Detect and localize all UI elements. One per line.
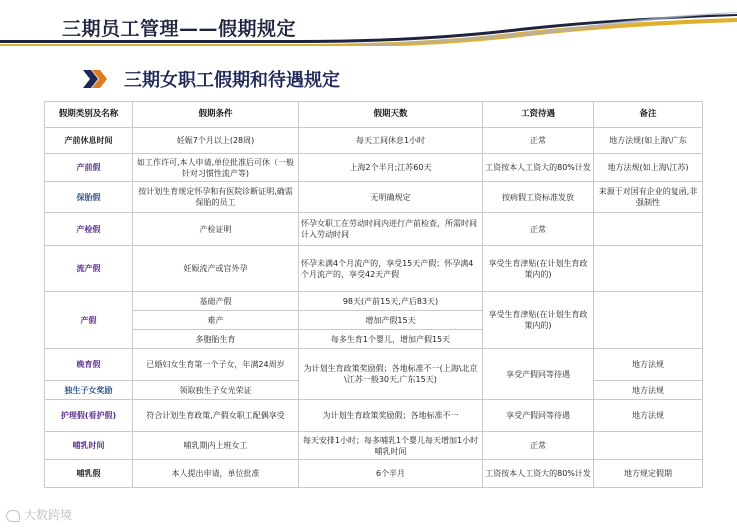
- pay-cell: 工资按本人工资大的80%计发: [483, 460, 594, 488]
- table-row: [45, 182, 703, 213]
- column-header: 备注: [594, 102, 703, 128]
- pay-cell: 正常: [483, 213, 594, 246]
- note-cell: 地方规定假期: [594, 460, 703, 488]
- page-title: 三期员工管理——假期规定: [62, 18, 297, 40]
- note-cell: [594, 292, 703, 349]
- table-row: [45, 213, 703, 246]
- days-cell: 6个半月: [299, 460, 483, 488]
- column-header: 工资待遇: [483, 102, 594, 128]
- note-cell: 地方法规: [594, 381, 703, 400]
- category-cell: 哺乳假: [45, 460, 133, 488]
- days-cell: 每天工间休息1小时: [299, 128, 483, 154]
- condition-cell: 多胞胎生育: [133, 330, 299, 349]
- condition-cell: 妊娠7个月以上(28周): [133, 128, 299, 154]
- leave-policy-table: [44, 101, 703, 488]
- column-header: 假期天数: [299, 102, 483, 128]
- category-cell: 晚育假: [45, 349, 133, 381]
- table-row: [45, 128, 703, 154]
- watermark-text: 大数跨境: [24, 508, 73, 522]
- condition-cell: 本人提出申请，单位批准: [133, 460, 299, 488]
- note-cell: 来源于对国有企业的复函,非强制性: [594, 182, 703, 213]
- pay-cell: 享受生育津贴(在计划生育政策内的): [483, 292, 594, 349]
- pay-cell: 享受产假同等待遇: [483, 400, 594, 432]
- table-row: [45, 460, 703, 488]
- section-title: 三期女职工假期和待遇规定: [124, 70, 340, 91]
- chat-bubble-icon: [6, 510, 20, 522]
- category-cell: 产假: [45, 292, 133, 349]
- note-cell: 地方法规(如上海\江苏): [594, 154, 703, 182]
- days-cell: 为计划生育政策奖励假；各地标准不一: [299, 400, 483, 432]
- pay-cell: 工资按本人工资大的80%计发: [483, 154, 594, 182]
- note-cell: 地方法规: [594, 400, 703, 432]
- days-cell: 怀孕未满4个月流产的，享受15天产假；怀孕满4个月流产的，享受42天产假: [299, 246, 483, 292]
- category-cell: 哺乳时间: [45, 432, 133, 460]
- days-cell: 增加产假15天: [299, 311, 483, 330]
- table-row: [45, 154, 703, 182]
- table-row: [45, 432, 703, 460]
- condition-cell: 产检证明: [133, 213, 299, 246]
- days-cell: 98天(产前15天,产后83天): [299, 292, 483, 311]
- category-cell: 流产假: [45, 246, 133, 292]
- table-header-row: [45, 102, 703, 128]
- condition-cell: 难产: [133, 311, 299, 330]
- condition-cell: 哺乳期内上班女工: [133, 432, 299, 460]
- table-row: [45, 349, 703, 381]
- category-cell: 产检假: [45, 213, 133, 246]
- pay-cell: 享受生育津贴(在计划生育政策内的): [483, 246, 594, 292]
- note-cell: [594, 246, 703, 292]
- days-cell: 怀孕女职工在劳动时间内进行产前检查，所需时间计入劳动时间: [299, 213, 483, 246]
- days-cell: 每多生育1个婴儿，增加产假15天: [299, 330, 483, 349]
- note-cell: 地方法规(如上海\广东: [594, 128, 703, 154]
- column-header: 假期类别及名称: [45, 102, 133, 128]
- note-cell: [594, 213, 703, 246]
- table-row: [45, 400, 703, 432]
- note-cell: [594, 432, 703, 460]
- category-cell: 保胎假: [45, 182, 133, 213]
- pay-cell: 正常: [483, 128, 594, 154]
- header-banner: [0, 0, 737, 46]
- category-cell: 产前休息时间: [45, 128, 133, 154]
- days-cell: 每天安排1小时；每多哺乳1个婴儿每天增加1小时哺乳时间: [299, 432, 483, 460]
- category-cell: 独生子女奖励: [45, 381, 133, 400]
- pay-cell: 享受产假同等待遇: [483, 349, 594, 400]
- column-header: 假期条件: [133, 102, 299, 128]
- pay-cell: 按病假工资标准发放: [483, 182, 594, 213]
- condition-cell: 如工作许可,本人申请,单位批准后可休（一般针对习惯性流产等): [133, 154, 299, 182]
- condition-cell: 符合计划生育政策,产假女职工配偶享受: [133, 400, 299, 432]
- category-cell: 护理假(看护假): [45, 400, 133, 432]
- days-cell: 上海2个半月;江苏60天: [299, 154, 483, 182]
- watermark: [6, 506, 72, 523]
- double-chevron-icon: [82, 68, 108, 90]
- pay-cell: 正常: [483, 432, 594, 460]
- days-cell: 无明确规定: [299, 182, 483, 213]
- condition-cell: 按计划生育规定怀孕和有医院诊断证明,确需保胎的员工: [133, 182, 299, 213]
- category-cell: 产前假: [45, 154, 133, 182]
- days-cell: 为计划生育政策奖励假；各地标准不一(上海\北京\江苏一般30天,广东15天): [299, 349, 483, 400]
- condition-cell: 妊娠流产或宫外孕: [133, 246, 299, 292]
- condition-cell: 已婚妇女生育第一个子女，年满24周岁: [133, 349, 299, 381]
- table-row: [45, 246, 703, 292]
- note-cell: 地方法规: [594, 349, 703, 381]
- table-row: [45, 292, 703, 311]
- condition-cell: 基础产假: [133, 292, 299, 311]
- condition-cell: 领取独生子女光荣证: [133, 381, 299, 400]
